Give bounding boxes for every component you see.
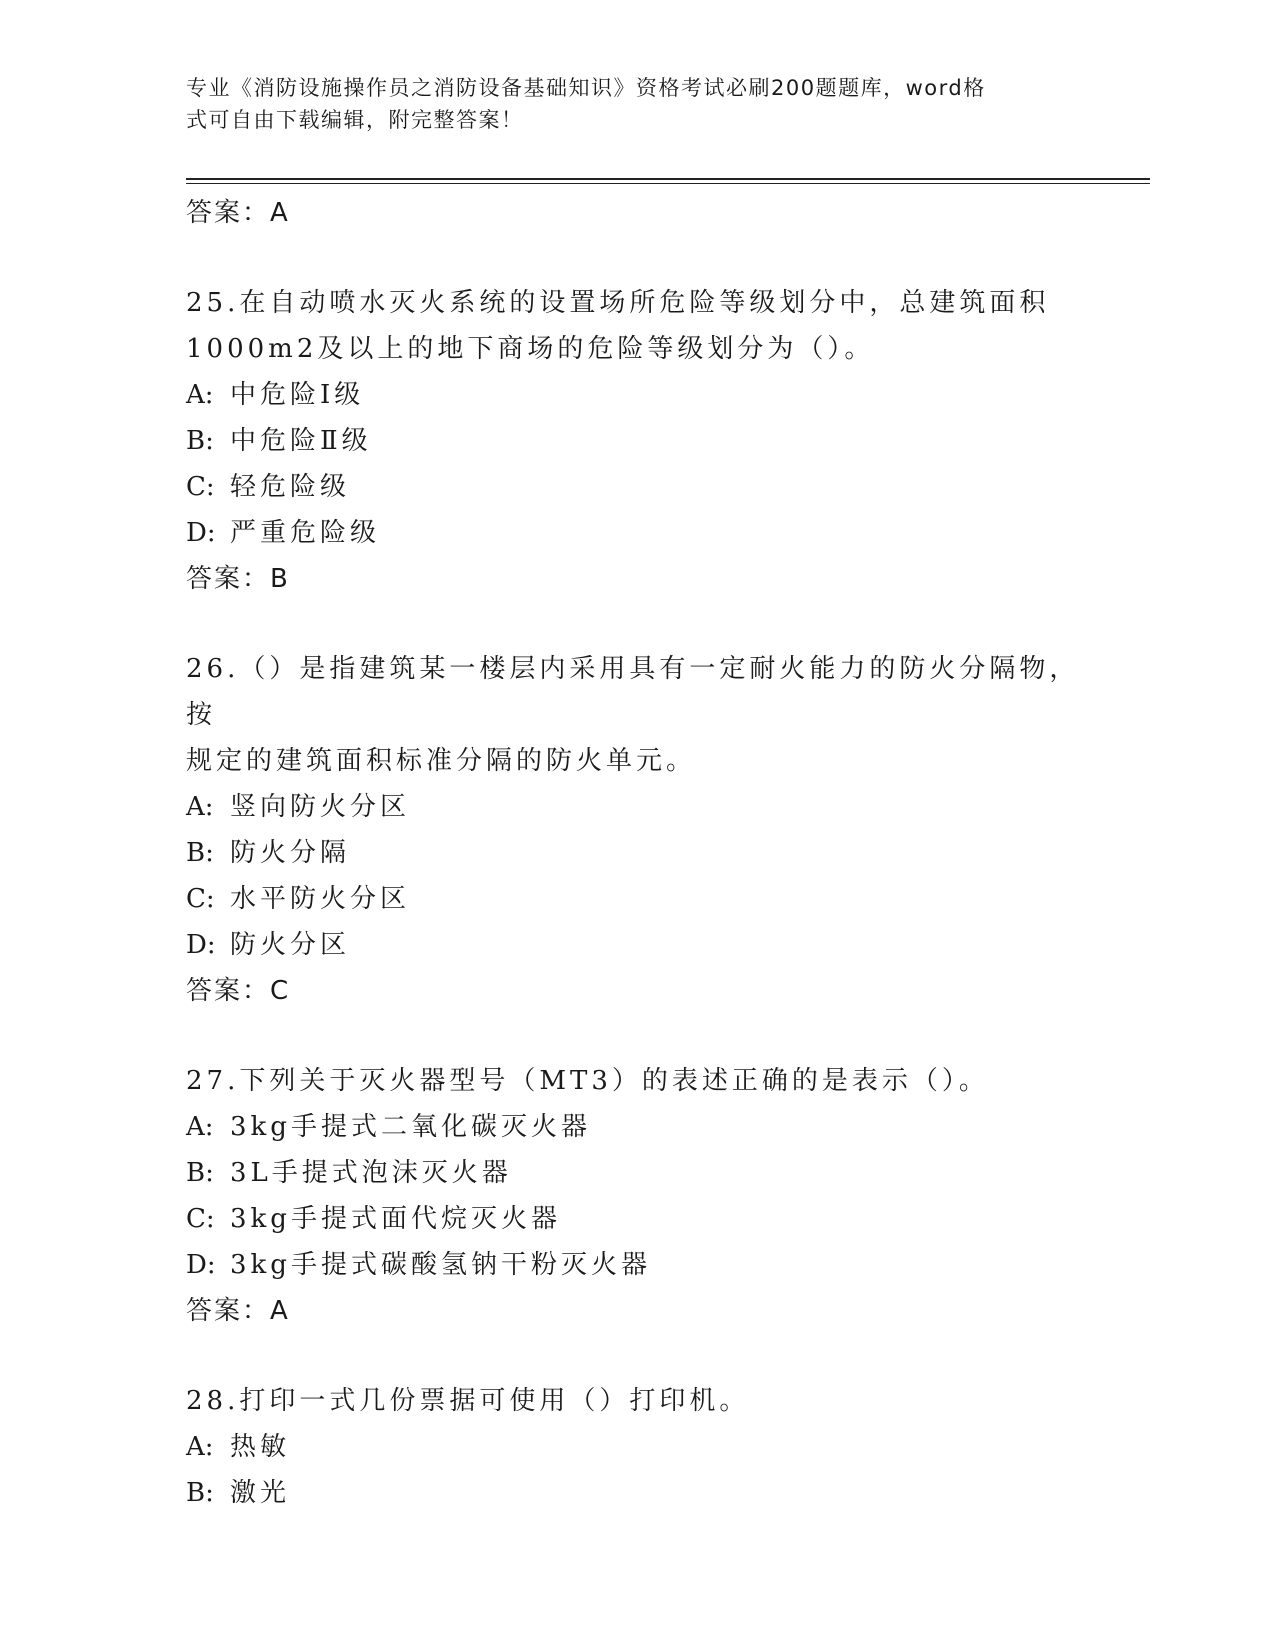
option-a [186, 1424, 1086, 1470]
option-d [186, 1242, 1086, 1288]
option-c [186, 876, 1086, 922]
question-list [186, 190, 1086, 1516]
option-key: A: [186, 792, 214, 822]
option-b [186, 1150, 1086, 1196]
option-key: A: [186, 1432, 214, 1462]
option-a [186, 1104, 1086, 1150]
option-key: A: [186, 1112, 214, 1142]
header-divider-thin [186, 183, 1150, 184]
document-header [186, 72, 1086, 136]
option-key: C: [186, 472, 215, 502]
option-key: D: [186, 930, 216, 960]
question-28 [186, 1378, 1086, 1516]
option-text: 严重危险级 [230, 518, 381, 548]
option-a [186, 372, 1086, 418]
answer-line: 答案：A [186, 198, 290, 228]
option-text: 3L手提式泡沫灭火器 [230, 1158, 512, 1188]
option-text: 3kg手提式二氧化碳灭火器 [230, 1112, 591, 1142]
option-text: 轻危险级 [230, 472, 351, 502]
question-25 [186, 280, 1086, 602]
option-c [186, 1196, 1086, 1242]
question-stem: 28.打印一式几份票据可使用（）打印机。 [186, 1386, 750, 1416]
option-d [186, 510, 1086, 556]
option-d [186, 922, 1086, 968]
question-stem: 26.（）是指建筑某一楼层内采用具有一定耐火能力的防火分隔物，按 [186, 654, 1080, 730]
question-stem-continued: 1000m2及以上的地下商场的危险等级划分为（）。 [186, 334, 875, 364]
option-text: 3kg手提式面代烷灭火器 [230, 1204, 561, 1234]
option-b [186, 1470, 1086, 1516]
header-divider [186, 178, 1150, 180]
question-stem: 25.在自动喷水灭火系统的设置场所危险等级划分中，总建筑面积 [186, 288, 1050, 318]
option-a [186, 784, 1086, 830]
answer-line: 答案：A [186, 1296, 290, 1326]
option-key: C: [186, 1204, 215, 1234]
header-line-2: 式可自由下载编辑，附完整答案！ [186, 108, 524, 132]
option-text: 热敏 [230, 1432, 291, 1462]
header-line-1: 专业《消防设施操作员之消防设备基础知识》资格考试必刷200题题库，word格 [186, 76, 986, 100]
question-26 [186, 646, 1086, 1014]
option-text: 激光 [230, 1478, 291, 1508]
option-key: B: [186, 838, 214, 868]
option-key: B: [186, 1478, 214, 1508]
option-text: 中危险Ⅰ级 [230, 380, 365, 410]
option-key: C: [186, 884, 215, 914]
option-c [186, 464, 1086, 510]
answer-line: 答案：B [186, 564, 290, 594]
answer-line: 答案：C [186, 976, 291, 1006]
option-text: 防火分区 [230, 930, 351, 960]
option-key: D: [186, 1250, 216, 1280]
question-stem-continued: 规定的建筑面积标准分隔的防火单元。 [186, 746, 697, 776]
question-stem: 27.下列关于灭火器型号（MT3）的表述正确的是表示（）。 [186, 1066, 989, 1096]
option-key: B: [186, 1158, 214, 1188]
option-text: 3kg手提式碳酸氢钠干粉灭火器 [230, 1250, 651, 1280]
question-27 [186, 1058, 1086, 1334]
option-text: 竖向防火分区 [230, 792, 411, 822]
option-text: 水平防火分区 [230, 884, 411, 914]
option-text: 中危险Ⅱ级 [230, 426, 372, 456]
option-b [186, 830, 1086, 876]
option-text: 防火分隔 [230, 838, 351, 868]
option-key: D: [186, 518, 216, 548]
option-key: A: [186, 380, 214, 410]
option-key: B: [186, 426, 214, 456]
option-b [186, 418, 1086, 464]
